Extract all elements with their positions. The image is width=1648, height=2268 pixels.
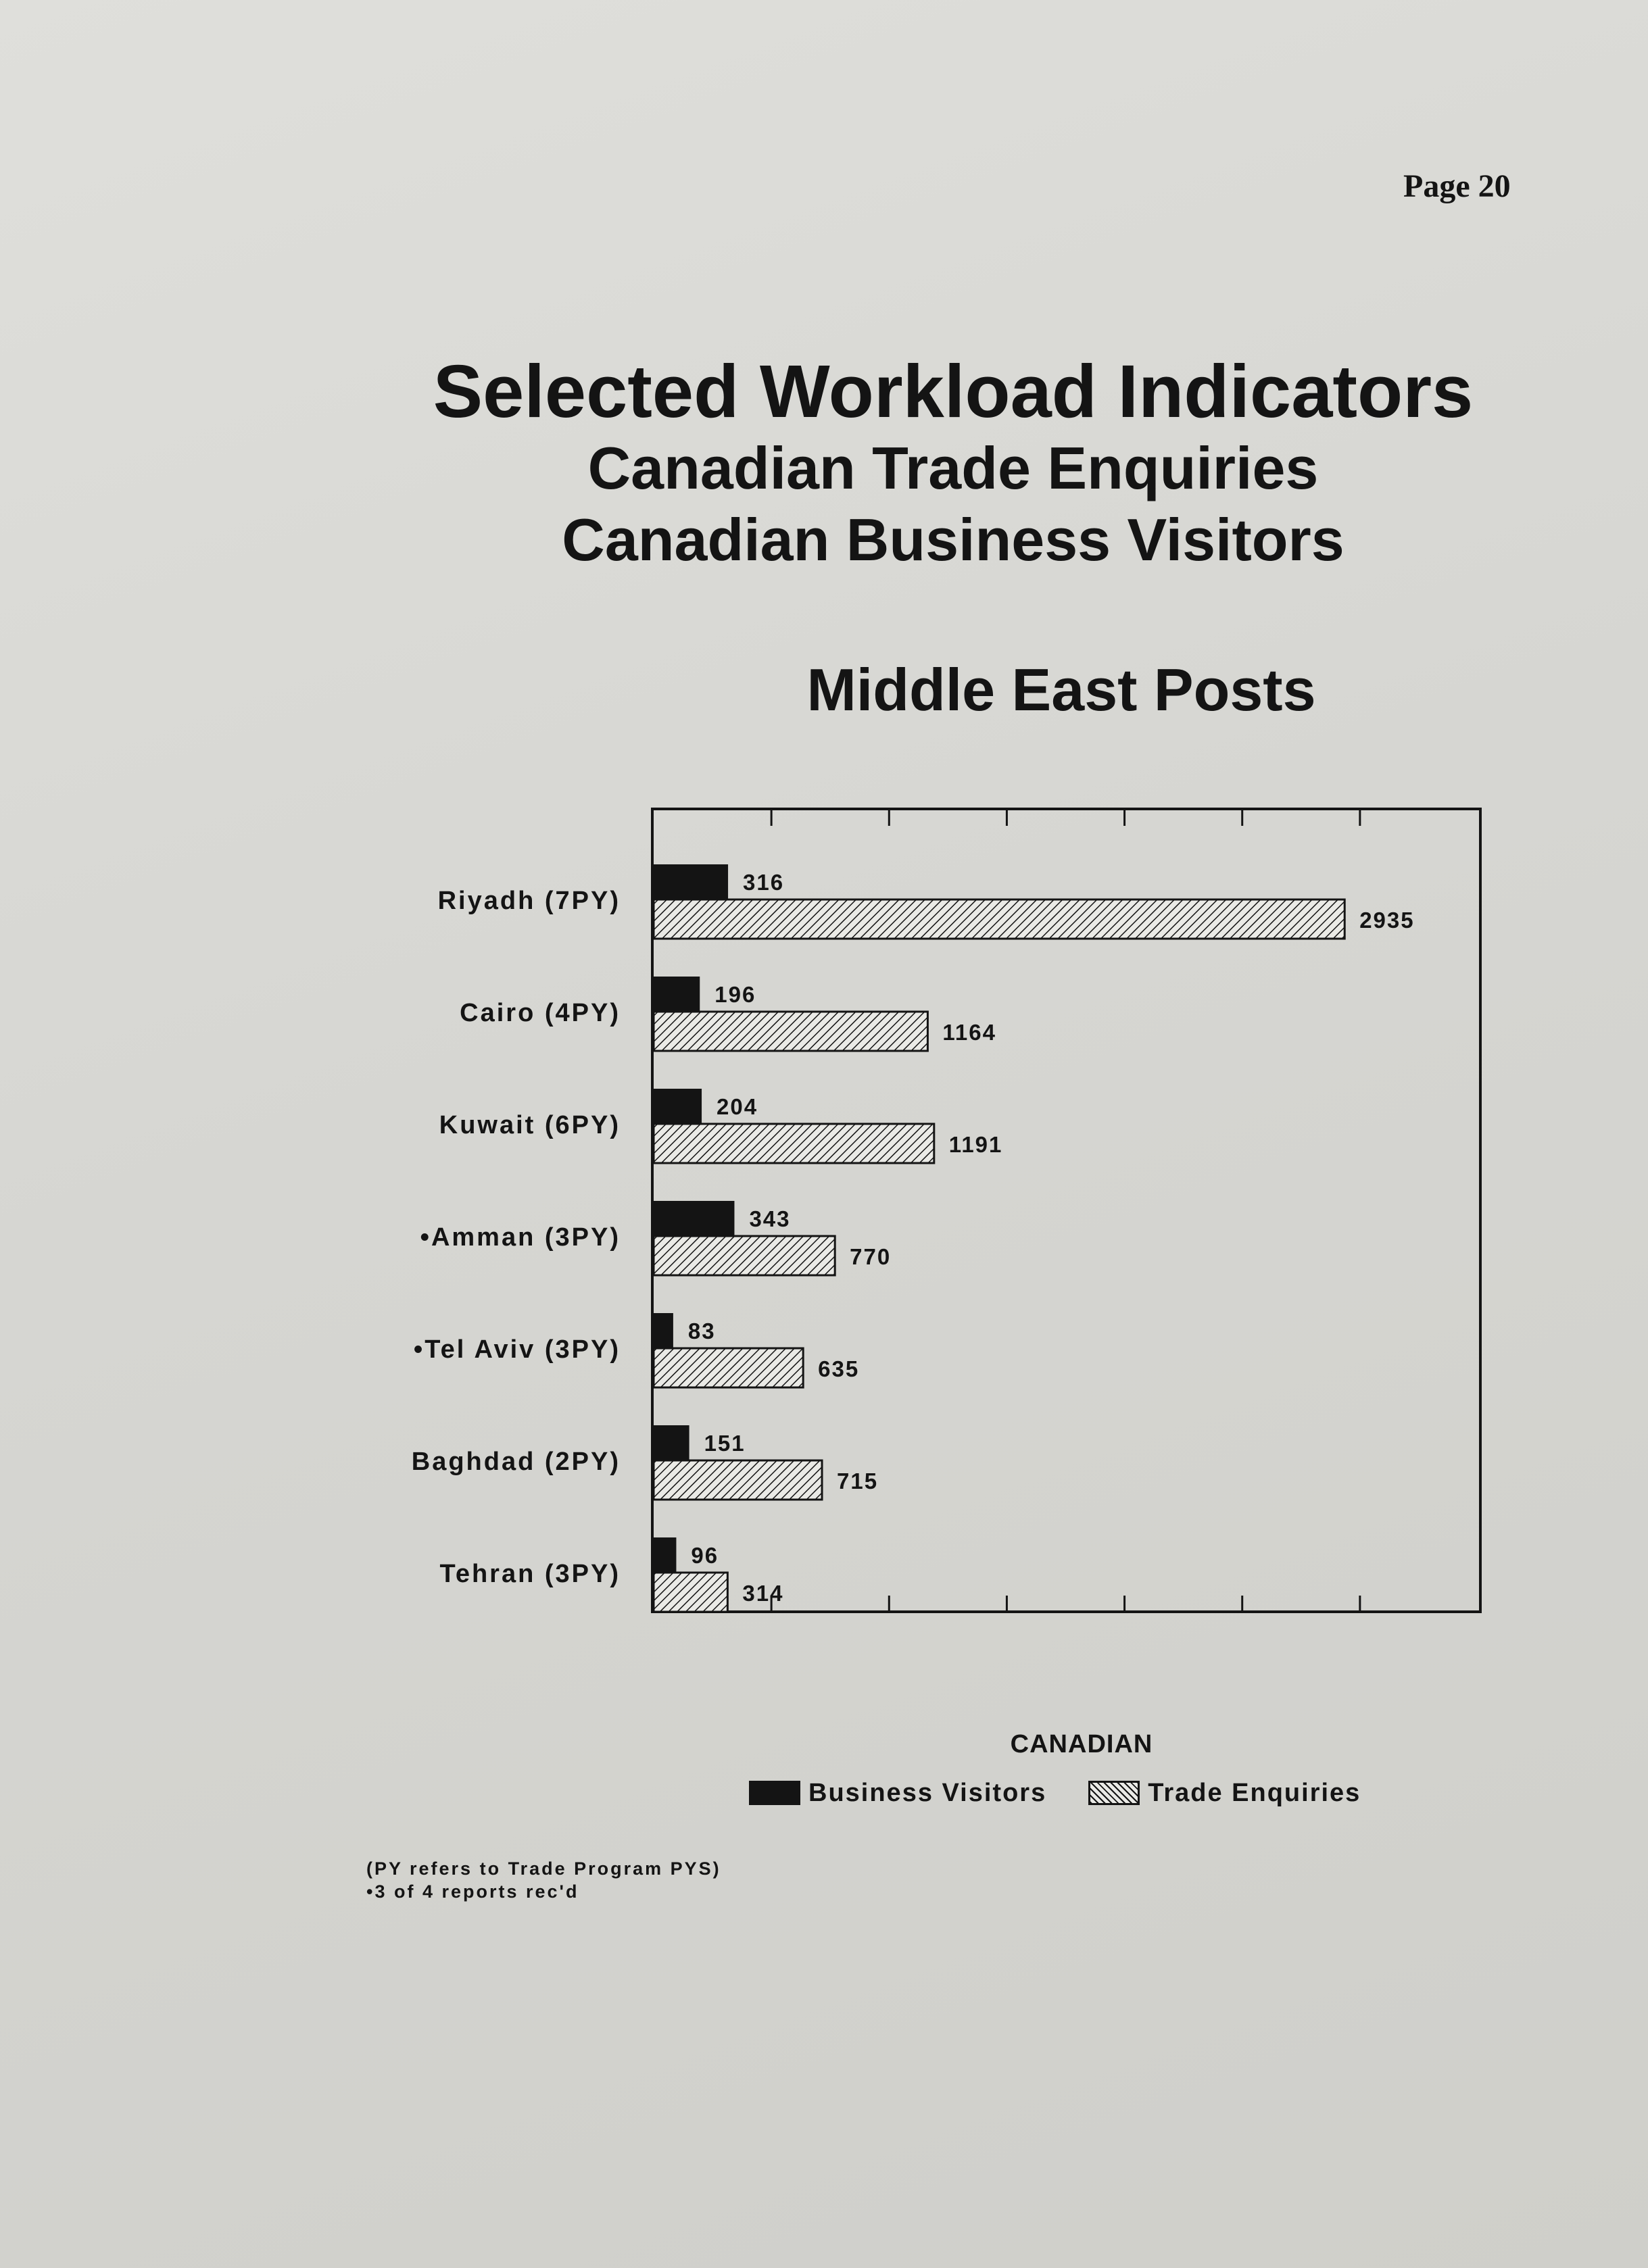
category-label: •Amman (3PY) [420,1223,621,1252]
bar-trade-enquiries [654,1124,934,1163]
legend-label-business-visitors: Business Visitors [808,1778,1047,1807]
bar-trade-enquiries [654,1348,803,1387]
data-label-trade-enquiries: 770 [850,1244,892,1269]
bar-trade-enquiries [654,899,1344,939]
chart-subtitle-line-2: Canadian Business Visitors [562,506,1344,573]
bar-business-visitors [654,1089,702,1124]
bar-business-visitors [654,977,700,1012]
data-label-trade-enquiries: 1191 [948,1132,1003,1157]
data-label-business-visitors: 96 [691,1543,719,1568]
data-label-business-visitors: 316 [743,870,785,895]
data-label-business-visitors: 83 [687,1318,716,1343]
category-label: Kuwait (6PY) [439,1111,621,1139]
category-label: Riyadh (7PY) [437,887,621,915]
legend-swatch-hatched [1088,1781,1140,1805]
bar-trade-enquiries [654,1236,835,1275]
bar-trade-enquiries [654,1012,927,1051]
bar-business-visitors [654,1425,689,1460]
category-label: •Tel Aviv (3PY) [413,1335,621,1364]
data-label-trade-enquiries: 314 [742,1581,784,1606]
legend-swatch-solid [749,1781,800,1805]
data-label-trade-enquiries: 635 [818,1356,860,1381]
legend-label-trade-enquiries: Trade Enquiries [1148,1778,1361,1807]
footnote-py: (PY refers to Trade Program PYS) [366,1858,721,1879]
data-label-trade-enquiries: 1164 [942,1020,996,1045]
bars-group [412,864,1415,1612]
data-label-business-visitors: 151 [704,1431,746,1456]
data-label-trade-enquiries: 2935 [1359,908,1415,933]
legend-item-trade-enquiries [1088,1779,1361,1808]
data-label-business-visitors: 204 [717,1094,758,1119]
chart-subtitle-line-1: Canadian Trade Enquiries [587,435,1319,501]
data-label-trade-enquiries: 715 [837,1469,879,1494]
legend-title: CANADIAN [1010,1730,1153,1758]
category-label: Tehran (3PY) [439,1560,621,1588]
bar-business-visitors [654,864,728,899]
bar-trade-enquiries [654,1460,822,1500]
category-label: Cairo (4PY) [460,999,621,1027]
data-label-business-visitors: 196 [714,982,756,1007]
bar-business-visitors [654,1537,676,1573]
chart-title: Middle East Posts [806,656,1316,723]
chart-main-title: Selected Workload Indicators [433,350,1474,433]
category-label: Baghdad (2PY) [411,1448,621,1476]
legend [749,1776,1403,1810]
bar-trade-enquiries [654,1573,727,1612]
legend-item-business-visitors [749,1779,1046,1808]
footnote-reports: •3 of 4 reports rec'd [366,1881,579,1902]
data-label-business-visitors: 343 [749,1206,791,1231]
page-number: Page 20 [1403,168,1511,204]
footnotes [366,1857,721,1903]
bar-business-visitors [654,1313,673,1348]
bar-business-visitors [654,1201,734,1236]
